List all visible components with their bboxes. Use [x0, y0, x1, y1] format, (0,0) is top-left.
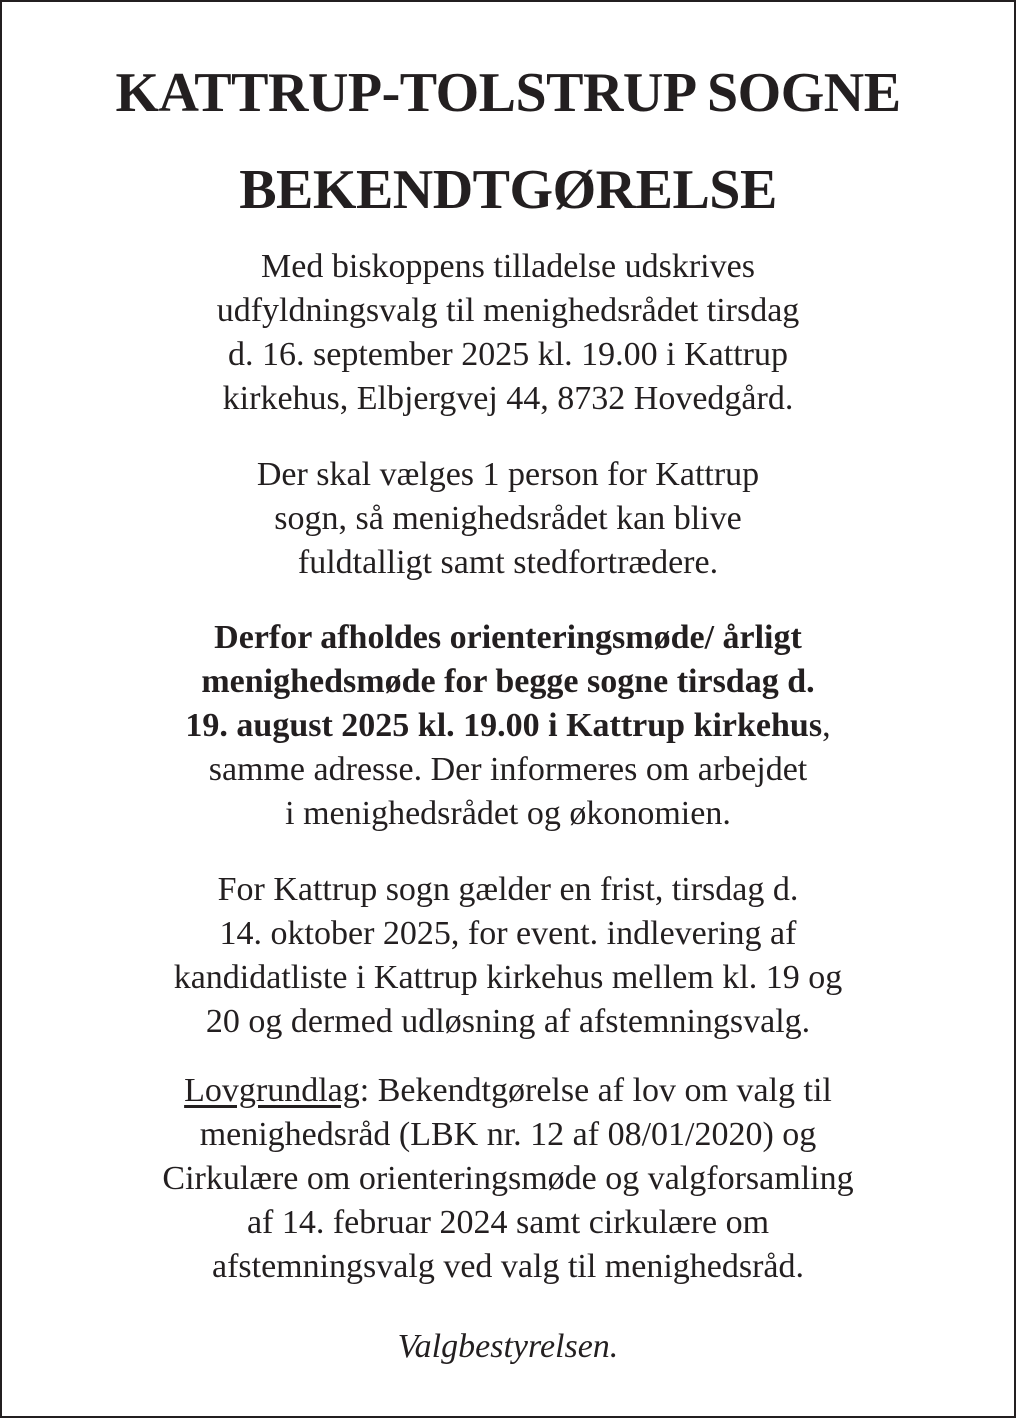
seats-paragraph — [22, 453, 994, 585]
meeting-date-location: 19. august 2025 kl. 19.00 i Kattrup kirkehus — [185, 707, 823, 744]
text-line: menighedsråd (LBK nr. 12 af 08/01/2020) og — [199, 1116, 817, 1153]
text-line: d. 16. september 2025 kl. 19.00 i Kattrup — [228, 336, 788, 373]
text-line: sogn, så menighedsrådet kan blive — [274, 500, 742, 537]
deadline-paragraph — [22, 868, 994, 1044]
bold-text-line: Derfor afholdes orienteringsmøde/ årligt — [214, 619, 802, 656]
bold-text-line: menighedsmøde for begge sogne tirsdag d. — [201, 663, 815, 700]
text-line: Med biskoppens tilladelse udskrives — [261, 248, 755, 285]
text-line: i menighedsrådet og økonomien. — [285, 795, 731, 832]
meeting-paragraph — [22, 616, 994, 836]
text-line: udfyldningsvalg til menighedsrådet tirsdag — [216, 292, 800, 329]
announcement-heading: BEKENDTGØRELSE — [239, 159, 777, 221]
legal-basis-text: : Bekendtgørelse af lov om valg til — [359, 1072, 832, 1109]
text-line: afstemningsvalg ved valg til menighedsråd. — [211, 1248, 805, 1285]
signature: Valgbestyrelsen. — [397, 1328, 619, 1365]
text-line: fuldtalligt samt stedfortrædere. — [297, 544, 719, 581]
text-line: kandidatliste i Kattrup kirkehus mellem kl. 19 og — [173, 959, 843, 996]
legal-basis-paragraph — [22, 1069, 994, 1289]
text-line — [22, 1069, 994, 1113]
text-line: kirkehus, Elbjergvej 44, 8732 Hovedgård. — [222, 380, 794, 417]
text-line: 14. oktober 2025, for event. indlevering af — [219, 915, 797, 952]
election-announcement-paragraph — [22, 245, 994, 421]
text-line: samme adresse. Der informeres om arbejdet — [208, 751, 808, 788]
text-line: For Kattrup sogn gælder en frist, tirsdag d. — [217, 871, 799, 908]
meeting-comma: , — [822, 707, 831, 744]
text-line — [22, 704, 994, 748]
parish-title: KATTRUP-TOLSTRUP SOGNE — [115, 62, 901, 124]
text-line: 20 og dermed udløsning af afstemningsvalg. — [205, 1003, 811, 1040]
legal-basis-label: Lovgrundlag — [184, 1072, 360, 1109]
text-line: af 14. februar 2024 samt cirkulære om — [246, 1204, 770, 1241]
text-line: Cirkulære om orienteringsmøde og valgforsamling — [162, 1160, 854, 1197]
text-line: Der skal vælges 1 person for Kattrup — [256, 456, 760, 493]
